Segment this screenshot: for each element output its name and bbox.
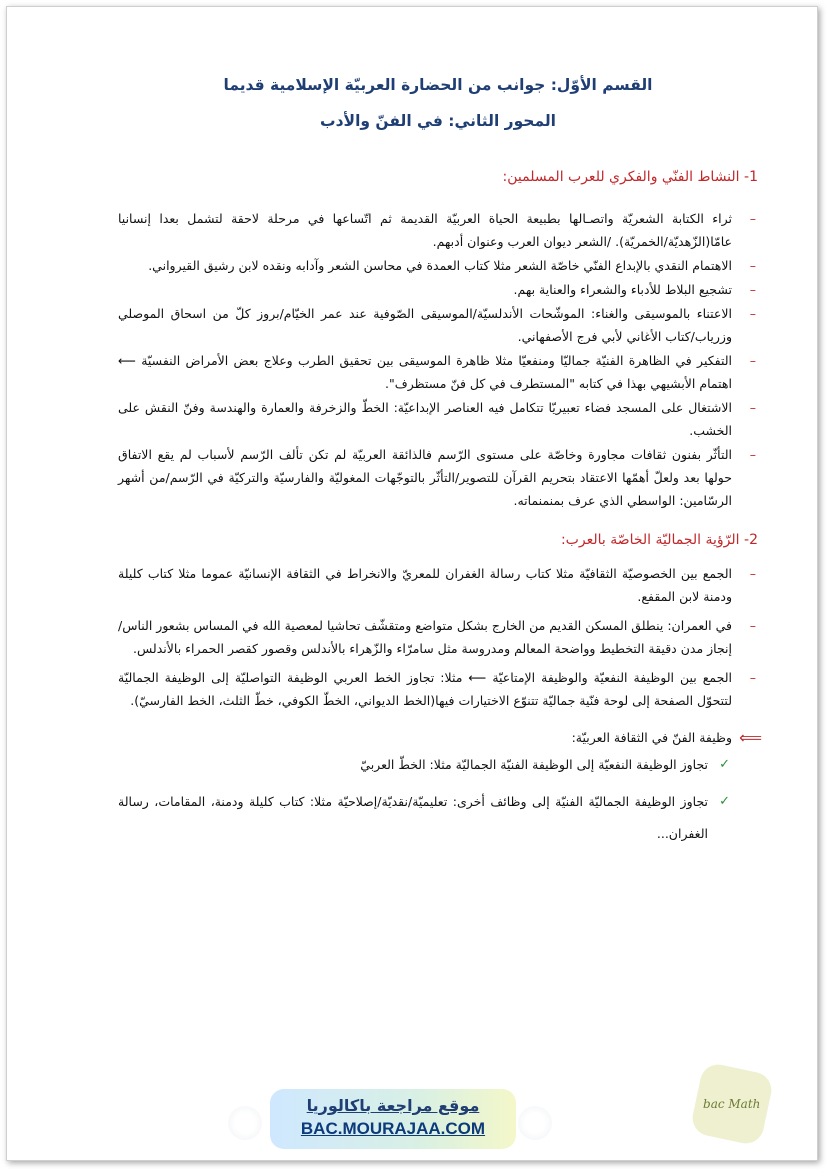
list-item-text: ثراء الكتابة الشعريّة واتصـالها بطبيعة الحياة العربيّة القديمة ثم اتّساعها في مرحلة لاحقة لتشمل بعدا إنسانيا عامّا(الزّهديّة/الخمريّة). /الشعر ديوان العرب وعنوان أدبهم.: [118, 211, 732, 249]
dash-bullet-icon: –: [749, 670, 756, 685]
art-function-heading: [118, 726, 762, 749]
list-item-text: تشجيع البلاط للأدباء والشعراء والعناية بهم.: [513, 282, 732, 297]
dash-bullet-icon: –: [749, 353, 756, 368]
check-item: [118, 786, 758, 850]
dash-bullet-icon: –: [749, 258, 756, 273]
art-function-list: [118, 753, 758, 850]
list-item: [118, 302, 758, 348]
site-logo-icon: [518, 1106, 552, 1140]
section-1-heading: 1- النشاط الفنّي والفكري للعرب المسلمين:: [502, 169, 758, 185]
check-item: [118, 753, 758, 776]
dash-bullet-icon: –: [749, 211, 756, 226]
list-item-text: التأثّر بفنون ثقافات مجاورة وخاصّة على مستوى الرّسم فالذائقة العربيّة لم تكن تألف الرّسم لأسباب لم يقع الاتفاق حولها بعد ولعلّ أهمّها الاعتقاد بتحريم القرآن للتصوير/التأثّر بالتوجّهات المغوليّة والفارسيّة والتركيّة في الرّسم/من أشهر الرسّامين: الواسطي الذي عرف بمنمنماته.: [118, 447, 732, 508]
check-icon: ✓: [719, 794, 730, 809]
dash-bullet-icon: –: [749, 566, 756, 581]
section-2-list: [118, 562, 758, 712]
page-subtitle: المحور الثاني: في الفنّ والأدب: [320, 112, 556, 130]
list-item: [118, 278, 758, 301]
art-function-heading-text: وظيفة الفنّ في الثقافة العربيّة:: [571, 730, 732, 745]
check-icon: ✓: [719, 757, 730, 772]
list-item-text: في العمران: ينطلق المسكن القديم من الخارج بشكل متواضع ومتقشّف تحاشيا لمعصية الله في المساس بشعور الناس/إنجاز مدن دقيقة التخطيط وواضحة المعالم ومدروسة مثل سامرّاء والزّهراء بالأندلس وقصور كقصر الحمراء بالأندلس.: [118, 618, 732, 656]
list-item-text: الجمع بين الوظيفة النفعيّة والوظيفة الإمتاعيّة ⟵ مثلا: تجاوز الخط العربي الوظيفة التواصليّة إلى الوظيفة الجماليّة لتتحوّل الصفحة إلى لوحة فنّية جماليّة تتنوّع الاختيارات فيها(الخط الديواني، الخطّ الكوفي، خطّ الثلث، الخط الفارسيّ).: [118, 670, 732, 708]
bac-math-logo-text: bac Math: [703, 1097, 761, 1111]
check-item-text: تجاوز الوظيفة النفعيّة إلى الوظيفة الفنيّة الجماليّة مثلا: الخطّ العربيّ: [360, 757, 708, 772]
site-url-link[interactable]: BAC.MOURAJAA.COM: [300, 1119, 486, 1138]
dash-bullet-icon: –: [749, 282, 756, 297]
list-item: [118, 207, 758, 253]
document-body: [118, 70, 762, 850]
site-name-arabic[interactable]: موقع مراجعة باكالوريا: [306, 1096, 480, 1115]
check-item-text: تجاوز الوظيفة الجماليّة الفنيّة إلى وظائف أخرى: تعليميّة/نقديّة/إصلاحيّة مثلا: كتاب كليلة ودمنة، المقامات، رسالة الغفران...: [118, 794, 708, 841]
section-1-list: [118, 207, 758, 512]
list-item: [118, 562, 758, 608]
page-title: القسم الأوّل: جوانب من الحضارة العربيّة الإسلامية قديما: [223, 76, 653, 94]
dash-bullet-icon: –: [749, 618, 756, 633]
dash-bullet-icon: –: [749, 447, 756, 462]
list-item-text: الاشتغال على المسجد فضاء تعبيريّا تتكامل فيه العناصر الإبداعيّة: الخطّ والزخرفة والعمارة والهندسة وفنّ النقش على الخشب.: [118, 400, 732, 438]
dash-bullet-icon: –: [749, 306, 756, 321]
list-item-text: الجمع بين الخصوصيّة الثقافيّة مثلا كتاب رسالة الغفران للمعريّ والانخراط في الثقافة الإنسانيّة عموما مثلا كتاب كليلة ودمنة لابن المقفع.: [118, 566, 732, 604]
list-item: [118, 349, 758, 395]
site-logo-icon: [228, 1106, 262, 1140]
list-item-text: الاعتناء بالموسيقى والغناء: الموشّحات الأندلسيّة/الموسيقى الصّوفية عند عمر الخيّام/بروز كلّ من اسحاق الموصلي وزرياب/كتاب الأغاني لأبي فرج الأصفهاني.: [118, 306, 732, 344]
list-item: [118, 396, 758, 442]
list-item: [118, 666, 758, 712]
list-item: [118, 254, 758, 277]
list-item-text: الاهتمام النقدي بالإبداع الفنّي خاصّة الشعر مثلا كتاب العمدة في محاسن الشعر وآدابه ونقده لابن رشيق القيرواني.: [148, 258, 732, 273]
list-item: [118, 614, 758, 660]
double-arrow-left-icon: ⟸: [739, 728, 762, 747]
section-2-heading: 2- الرّؤية الجماليّة الخاصّة بالعرب:: [560, 532, 758, 548]
site-banner[interactable]: [270, 1089, 516, 1149]
list-item-text: التفكير في الظاهرة الفنيّة جماليّا ومنفعيّا مثلا ظاهرة الموسيقى بين تحقيق الطرب وعلاج بعض الأمراض النفسيّة ⟵ اهتمام الأبشيهي بهذا في كتابه "المستطرف في كل فنّ مستظرف".: [118, 353, 732, 391]
list-item: [118, 443, 758, 512]
dash-bullet-icon: –: [749, 400, 756, 415]
